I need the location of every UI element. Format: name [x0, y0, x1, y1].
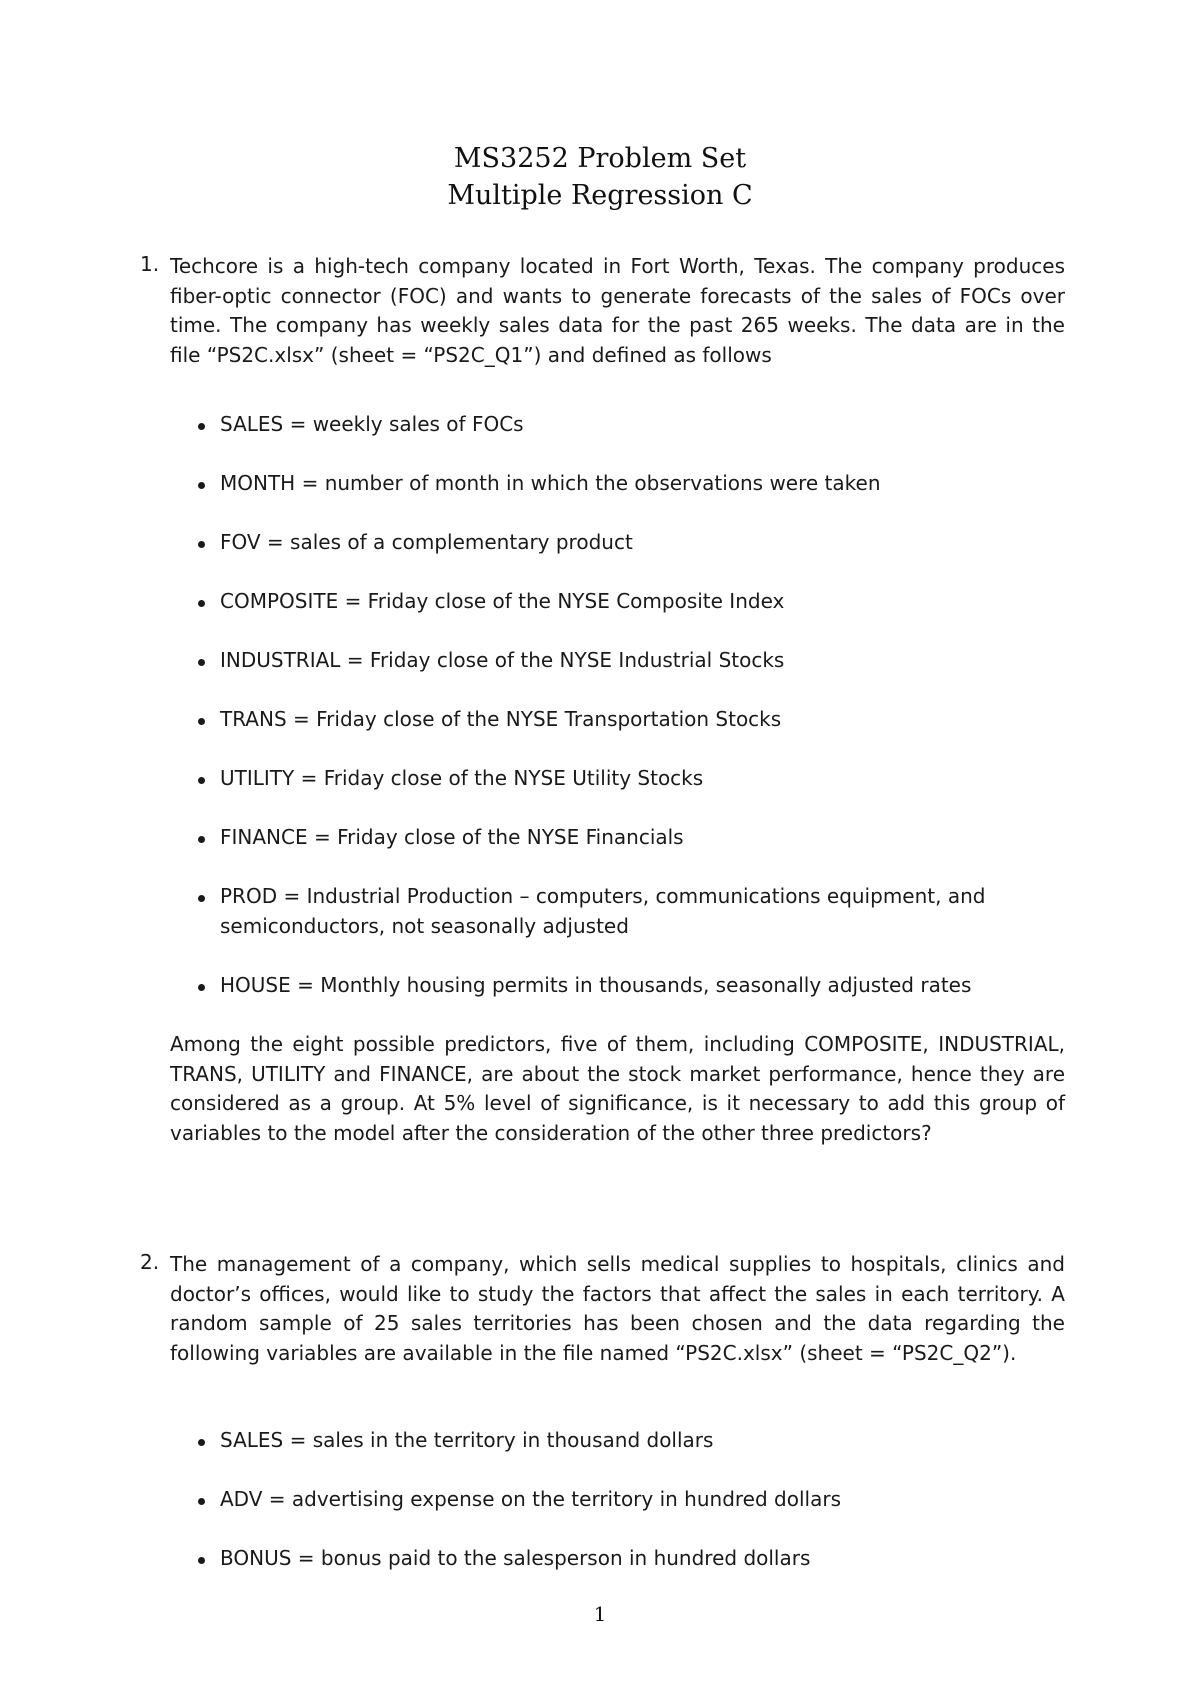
list-item: FOV = sales of a complementary product	[170, 528, 1065, 558]
problem-number: 1.	[140, 252, 160, 276]
list-item: SALES = weekly sales of FOCs	[170, 410, 1065, 440]
bullet-icon	[198, 777, 205, 784]
list-item: COMPOSITE = Friday close of the NYSE Composite Index	[170, 587, 1065, 617]
list-item: HOUSE = Monthly housing permits in thousands, seasonally adjusted rates	[170, 971, 1065, 1001]
list-item: SALES = sales in the territory in thousand dollars	[170, 1426, 1065, 1456]
problem-number: 2.	[140, 1250, 160, 1274]
bullet-icon	[198, 718, 205, 725]
list-item: MONTH = number of month in which the observations were taken	[170, 469, 1065, 499]
bullet-icon	[198, 659, 205, 666]
document-title	[0, 140, 1200, 214]
bullet-icon	[198, 600, 205, 607]
bullet-icon	[198, 1439, 205, 1446]
list-item: TRANS = Friday close of the NYSE Transportation Stocks	[170, 705, 1065, 735]
bullet-icon	[198, 836, 205, 843]
page-number: 1	[593, 1602, 607, 1626]
title-line-2: Multiple Regression C	[447, 180, 753, 211]
list-item: FINANCE = Friday close of the NYSE Financials	[170, 823, 1065, 853]
problem-intro: Techcore is a high-tech company located in Fort Worth, Texas. The company produces fiber-optic connector (FOC) and wants to generate forecasts of the sales of FOCs over time. The company has weekly sales data for the past 265 weeks. The data are in the file “PS2C.xlsx” (sheet = “PS2C_Q1”) and defined as follows	[170, 254, 1065, 367]
list-item: INDUSTRIAL = Friday close of the NYSE Industrial Stocks	[170, 646, 1065, 676]
bullet-icon	[198, 984, 205, 991]
problem-1-question	[170, 1030, 1065, 1148]
bullet-icon	[198, 895, 205, 902]
bullet-icon	[198, 541, 205, 548]
bullet-icon	[198, 1557, 205, 1564]
bullet-icon	[198, 482, 205, 489]
bullet-icon	[198, 423, 205, 430]
problem-1	[140, 252, 1065, 370]
title-line-1: MS3252 Problem Set	[453, 143, 747, 174]
question-text: Among the eight possible predictors, five of them, including COMPOSITE, INDUSTRIAL, TRANS, UTILITY and FINANCE, are about the stock market performance, hence they are considered as a group. At 5% level of significance, is it necessary to add this group of variables to the model after the consideration of the other three predictors?	[170, 1032, 1065, 1145]
bullet-icon	[198, 1498, 205, 1505]
list-item: ADV = advertising expense on the territory in hundred dollars	[170, 1485, 1065, 1515]
problem-intro: The management of a company, which sells medical supplies to hospitals, clinics and doctor’s offices, would like to study the factors that affect the sales in each territory. A random sample of 25 sales territories has been chosen and the data regarding the following variables are available in the file named “PS2C.xlsx” (sheet = “PS2C_Q2”).	[170, 1252, 1065, 1365]
list-item: BONUS = bonus paid to the salesperson in hundred dollars	[170, 1544, 1065, 1574]
list-item: PROD = Industrial Production – computers, communications equipment, and semiconductors, not seasonally adjusted	[170, 882, 1065, 941]
problem-2	[140, 1250, 1065, 1368]
list-item: UTILITY = Friday close of the NYSE Utility Stocks	[170, 764, 1065, 794]
